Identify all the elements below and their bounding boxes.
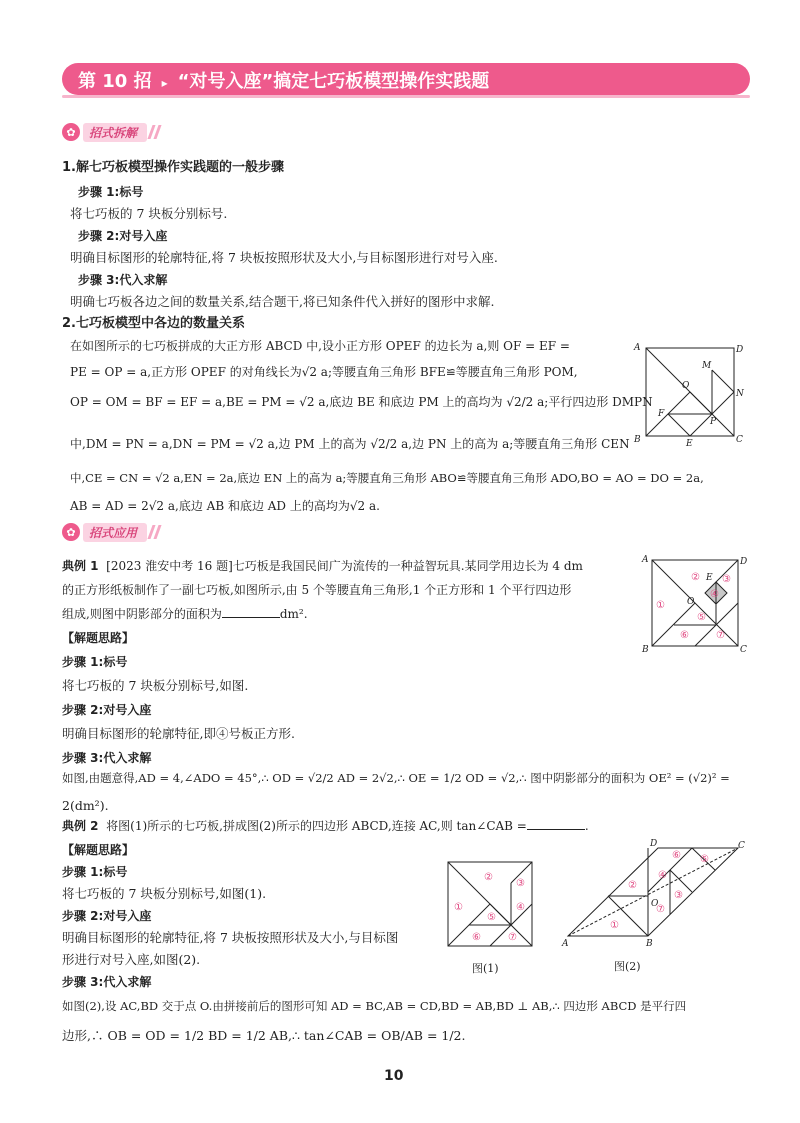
answer-blank[interactable] — [222, 605, 280, 618]
ex2-solve-heading: 【解题思路】 — [62, 843, 135, 857]
label-a: A — [642, 555, 649, 565]
piece-4: ④ — [658, 870, 667, 881]
ex1-step3-title: 步骤 3:代入求解 — [62, 751, 152, 765]
section-tag-label: 招式应用 — [83, 523, 147, 542]
label-n: N — [736, 389, 744, 399]
ex2-label: 典例 2 — [62, 819, 99, 833]
piece-3: ③ — [516, 878, 525, 889]
ex2-step3-text2: 边形,∴ OB = OD = 1/2 BD = 1/2 AB,∴ tan∠CAB = OB/AB = 1/2. — [62, 1028, 466, 1043]
step2-text: 明确目标图形的轮廓特征,将 7 块板按照形状及大小,与目标图形进行对号入座. — [70, 250, 498, 265]
caption-figure-1: 图(1) — [472, 962, 499, 975]
label-e: E — [686, 439, 693, 449]
caption-figure-2: 图(2) — [614, 960, 641, 973]
step1-text: 将七巧板的 7 块板分别标号. — [70, 206, 228, 221]
piece-5: ⑤ — [700, 854, 709, 865]
segment-fe — [668, 414, 690, 436]
ex2-line1 — [62, 816, 589, 836]
ex2-step2-text: 明确目标图形的轮廓特征,将 7 块板按照形状及大小,与目标图 — [62, 930, 399, 945]
part2-line6: AB = AD = 2√2 a,底边 AB 和底边 AD 上的高均为√2 a. — [70, 499, 380, 513]
tangram-figure-main — [630, 338, 745, 448]
piece-5: ⑤ — [697, 612, 706, 623]
ex2-step3-text: 如图(2),设 AC,BD 交于点 O.由拼接前后的图形可知 AD = BC,AB = CD,BD = AB,BD ⊥ AB,∴ 四边形 ABCD 是平行四 — [62, 999, 687, 1013]
piece-4: ④ — [516, 902, 525, 913]
triangle-icon: ▸ — [161, 76, 168, 90]
answer-blank[interactable] — [527, 817, 585, 830]
ex2-step2-title: 步骤 2:对号入座 — [62, 909, 152, 923]
label-b: B — [642, 645, 649, 655]
step3-title: 步骤 3:代入求解 — [78, 273, 168, 287]
ex2-line1-end: . — [584, 819, 589, 833]
label-m: M — [702, 361, 712, 371]
label-c: C — [740, 645, 747, 655]
piece-1: ① — [454, 902, 463, 913]
piece-6: ⑥ — [680, 630, 689, 641]
piece-2: ② — [484, 872, 493, 883]
ex1-unit: dm². — [279, 607, 308, 621]
section-tag-label: 招式拆解 — [83, 123, 147, 142]
title-underline — [62, 95, 750, 98]
label-o: O — [687, 597, 695, 607]
piece-2: ② — [691, 572, 700, 583]
part2-line5: 中,CE = CN = √2 a,EN = 2a,底边 EN 上的高为 a;等腰直角三角形 ABO≌等腰直角三角形 ADO,BO = AO = DO = 2a, — [70, 471, 704, 485]
page-title — [78, 67, 489, 93]
label-a: A — [634, 343, 641, 353]
ex1-step3-text2: 2(dm²). — [62, 798, 109, 813]
chapter-label: 第 10 招 — [78, 71, 152, 92]
part2-line4: 中,DM = PN = a,DN = PM = √2 a,边 PM 上的高为 √2/2 a,边 PN 上的高为 a;等腰直角三角形 CEN — [70, 437, 630, 451]
label-d: D — [650, 839, 658, 849]
piece-6: ⑥ — [672, 850, 681, 861]
piece-7: ⑦ — [656, 904, 665, 915]
step3-text: 明确七巧板各边之间的数量关系,结合题干,将已知条件代入拼好的图形中求解. — [70, 294, 495, 309]
ex2-step2-text2: 形进行对号入座,如图(2). — [62, 952, 201, 967]
flower-icon: ✿ — [62, 523, 80, 541]
label-a: A — [562, 939, 569, 949]
label-o: O — [682, 381, 690, 391]
piece-1: ① — [656, 600, 665, 611]
flower-icon: ✿ — [62, 123, 80, 141]
ex2-step3-title: 步骤 3:代入求解 — [62, 975, 152, 989]
segment-mn — [712, 370, 734, 392]
section-tag-breakdown — [62, 122, 159, 142]
ex1-step3-text: 如图,由题意得,AD = 4,∠ADO = 45°,∴ OD = √2/2 AD = 2√2,∴ OE = 1/2 OD = √2,∴ 图中阴影部分的面积为 OE² = (√2)² = — [62, 771, 730, 785]
piece-7: ⑦ — [716, 630, 725, 641]
step2-title: 步骤 2:对号入座 — [78, 229, 168, 243]
piece-7: ⑦ — [508, 932, 517, 943]
ex1-line3 — [62, 604, 308, 624]
ex1-solve-heading: 【解题思路】 — [62, 631, 135, 645]
part2-line2: PE = OP = a,正方形 OPEF 的对角线长为√2 a;等腰直角三角形 BFE≌等腰直角三角形 POM, — [70, 365, 578, 379]
title-text: “对号入座”搞定七巧板模型操作实践题 — [177, 71, 490, 92]
segment-op — [690, 392, 712, 414]
diagonal-ac — [568, 848, 738, 936]
label-b: B — [646, 939, 653, 949]
piece-1: ① — [610, 920, 619, 931]
ex1-step2-title: 步骤 2:对号入座 — [62, 703, 152, 717]
label-b: B — [634, 435, 641, 445]
label-d: D — [736, 345, 744, 355]
section-tag-application — [62, 522, 159, 542]
piece-3: ③ — [722, 574, 731, 585]
label-o: O — [651, 899, 659, 909]
ex2-line1-text: 将图(1)所示的七巧板,拼成图(2)所示的四边形 ABCD,连接 AC,则 tan∠CAB = — [106, 819, 527, 833]
ex1-line1-text: [2023 淮安中考 16 题]七巧板是我国民间广为流传的一种益智玩具.某同学用边长为 4 dm — [106, 559, 583, 573]
ex1-step2-text: 明确目标图形的轮廓特征,即④号板正方形. — [62, 726, 295, 741]
label-p: P — [710, 417, 717, 427]
piece-6: ⑥ — [472, 932, 481, 943]
ex2-step1-title: 步骤 1:标号 — [62, 865, 128, 879]
ex1-step1-title: 步骤 1:标号 — [62, 655, 128, 669]
tangram-figure-ex1 — [640, 552, 748, 655]
step1-title: 步骤 1:标号 — [78, 185, 144, 199]
label-f: F — [658, 409, 665, 419]
label-c: C — [738, 841, 745, 851]
ex1-line2: 的正方形纸板制作了一副七巧板,如图所示,由 5 个等腰直角三角形,1 个正方形和 1 个平行四边形 — [62, 583, 572, 597]
label-d: D — [740, 557, 748, 567]
part2-heading: 2.七巧板模型中各边的数量关系 — [62, 316, 245, 331]
part2-line3: OP = OM = BF = EF = a,BE = PM = √2 a,底边 BE 和底边 PM 上的高均为 √2/2 a;平行四边形 DMPN — [70, 395, 653, 409]
piece-3: ③ — [674, 890, 683, 901]
ex1-line1 — [62, 556, 583, 576]
label-e: E — [706, 573, 713, 583]
part1-heading: 1.解七巧板模型操作实践题的一般步骤 — [62, 160, 284, 175]
ex1-line3-text: 组成,则图中阴影部分的面积为 — [62, 607, 222, 621]
ex1-label: 典例 1 — [62, 559, 99, 573]
ex1-step1-text: 将七巧板的 7 块板分别标号,如图. — [62, 678, 249, 693]
page-number: 10 — [384, 1068, 404, 1084]
parallelogram-figure — [560, 836, 750, 978]
part2-line1: 在如图所示的七巧板拼成的大正方形 ABCD 中,设小正方形 OPEF 的边长为 a,则 OF = EF = — [70, 339, 570, 353]
piece-2: ② — [628, 880, 637, 891]
ex2-step1-text: 将七巧板的 7 块板分别标号,如图(1). — [62, 886, 267, 901]
tangram-figure-1 — [440, 858, 540, 978]
label-c: C — [736, 435, 743, 445]
piece-5: ⑤ — [487, 912, 496, 923]
piece-4: ④ — [710, 589, 719, 600]
